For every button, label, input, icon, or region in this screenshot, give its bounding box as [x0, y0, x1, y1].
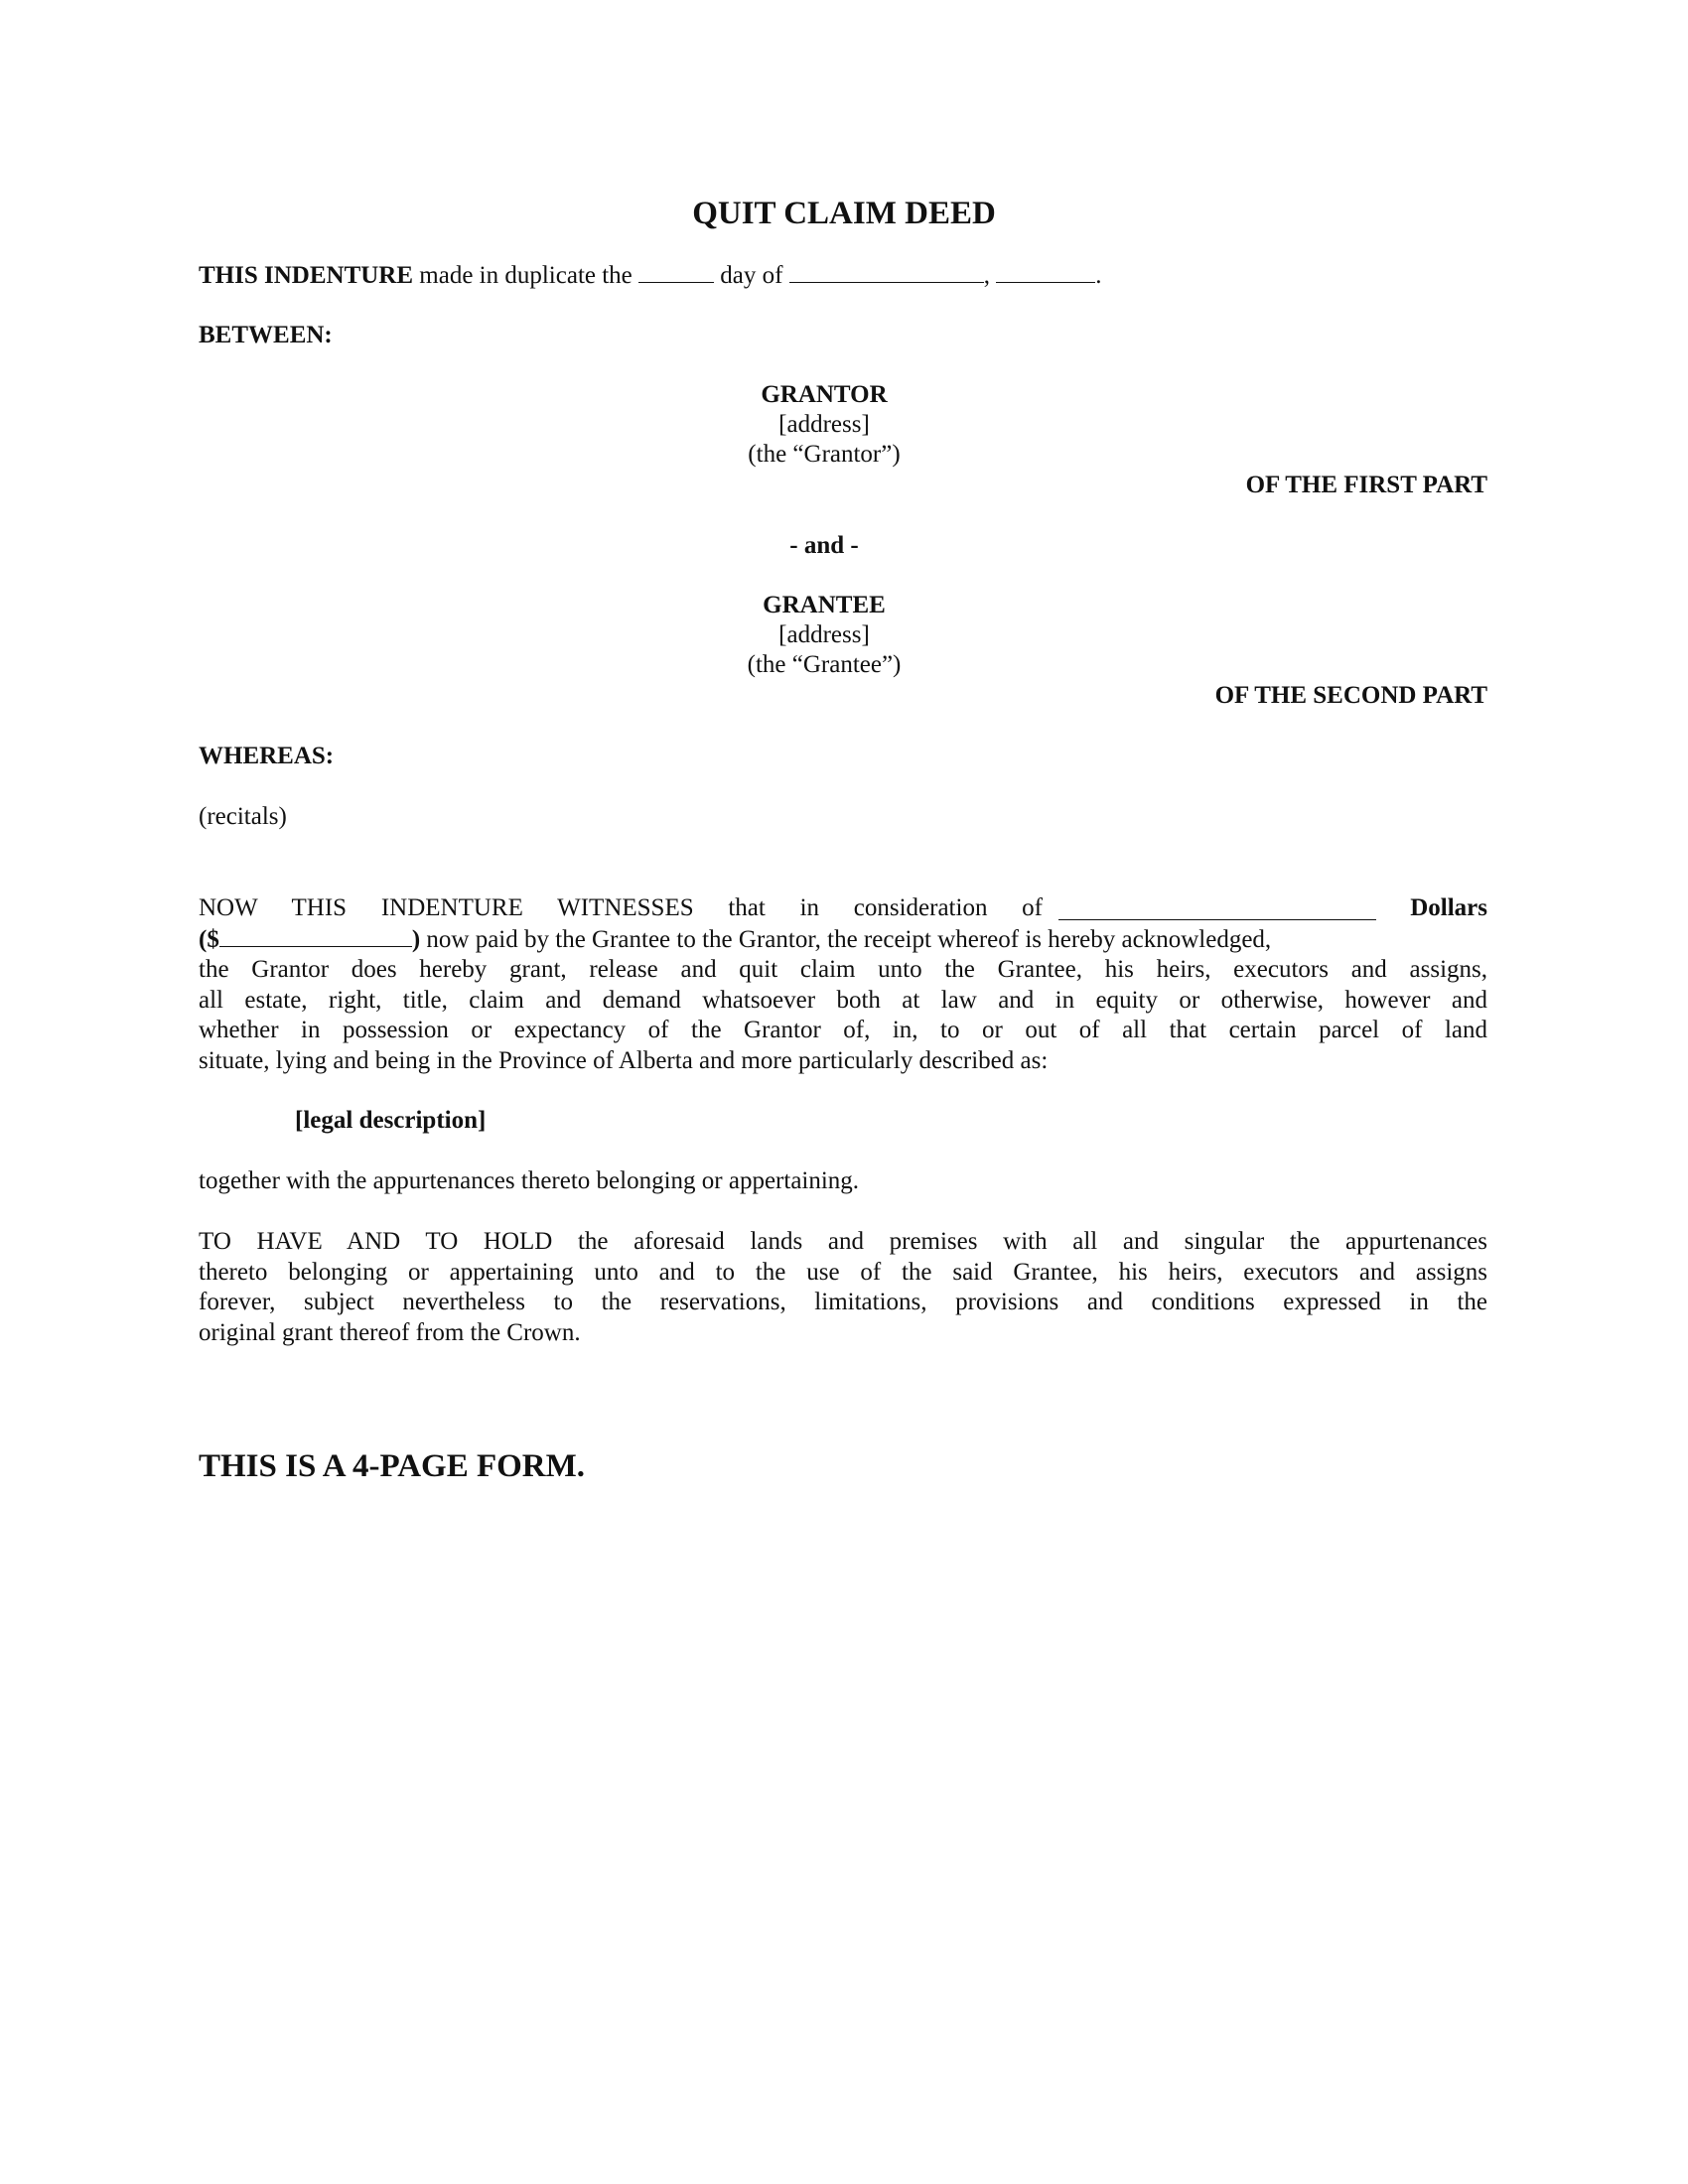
grantee-block — [675, 591, 973, 680]
recitals-text: (recitals) — [199, 803, 287, 830]
day-blank[interactable] — [638, 260, 714, 283]
witnesses-line-1-text: NOW THIS INDENTURE WITNESSES that in consideration of — [199, 894, 1043, 921]
month-blank[interactable] — [789, 260, 984, 283]
witnesses-line-3: the Grantor does hereby grant, release and quit claim unto the Grantee, his heirs, executors and assigns, — [199, 956, 1487, 983]
dollar-prefix: ($ — [199, 925, 219, 953]
witnesses-line-6: situate, lying and being in the Province of Alberta and more particularly described as: — [199, 1046, 1049, 1074]
dollar-suffix: ) — [411, 925, 421, 953]
legal-description: [legal description] — [295, 1107, 487, 1134]
page-title: QUIT CLAIM DEED — [692, 196, 996, 231]
indenture-text-4: . — [1095, 262, 1102, 289]
first-part-label: OF THE FIRST PART — [1245, 472, 1487, 498]
consideration-words-blank[interactable] — [1058, 897, 1376, 920]
consideration-amount-blank[interactable] — [219, 924, 412, 947]
grantor-name: GRANTOR — [761, 381, 888, 408]
indenture-text-1: made in duplicate the — [413, 262, 639, 289]
footer-note: THIS IS A 4-PAGE FORM. — [199, 1448, 586, 1484]
grantee-alias: (the “Grantee”) — [747, 651, 902, 678]
dollars-label: Dollars — [1410, 894, 1487, 921]
witnesses-line-2-text: now paid by the Grantee to the Grantor, the receipt whereof is hereby acknowledged, — [420, 925, 1272, 953]
grantor-block — [675, 380, 973, 470]
witnesses-line-1 — [199, 893, 1487, 924]
indenture-line — [199, 260, 1101, 291]
habendum-paragraph — [199, 1227, 1487, 1348]
habendum-line-3: forever, subject nevertheless to the reservations, limitations, provisions and conditions expressed in the — [199, 1289, 1487, 1315]
grantee-name: GRANTEE — [763, 592, 886, 618]
year-blank[interactable] — [996, 260, 1095, 283]
grantor-address: [address] — [778, 411, 870, 438]
appurtenances-text: together with the appurtenances thereto belonging or appertaining. — [199, 1167, 860, 1194]
between-label: BETWEEN: — [199, 322, 333, 348]
witnesses-paragraph — [199, 893, 1487, 1076]
indenture-text-3: , — [983, 262, 997, 289]
indenture-text-2: day of — [714, 262, 789, 289]
witnesses-line-2 — [199, 924, 1487, 956]
habendum-line-4: original grant thereof from the Crown. — [199, 1318, 581, 1346]
witnesses-line-4: all estate, right, title, claim and demand whatsoever both at law and in equity or otherwise, however and — [199, 986, 1487, 1014]
witnesses-line-5: whether in possession or expectancy of the Grantor of, in, to or out of all that certain parcel of land — [199, 1017, 1487, 1043]
second-part-label: OF THE SECOND PART — [1214, 682, 1487, 709]
indenture-lead: THIS INDENTURE — [199, 262, 414, 289]
whereas-label: WHEREAS: — [199, 743, 335, 769]
habendum-line-2: thereto belonging or appertaining unto and to the use of the said Grantee, his heirs, executors and assigns — [199, 1258, 1487, 1286]
grantee-address: [address] — [778, 621, 870, 648]
habendum-line-1: TO HAVE AND TO HOLD the aforesaid lands and premises with all and singular the appurtenances — [199, 1228, 1487, 1255]
grantor-alias: (the “Grantor”) — [748, 441, 901, 468]
and-label: - and - — [789, 532, 859, 559]
